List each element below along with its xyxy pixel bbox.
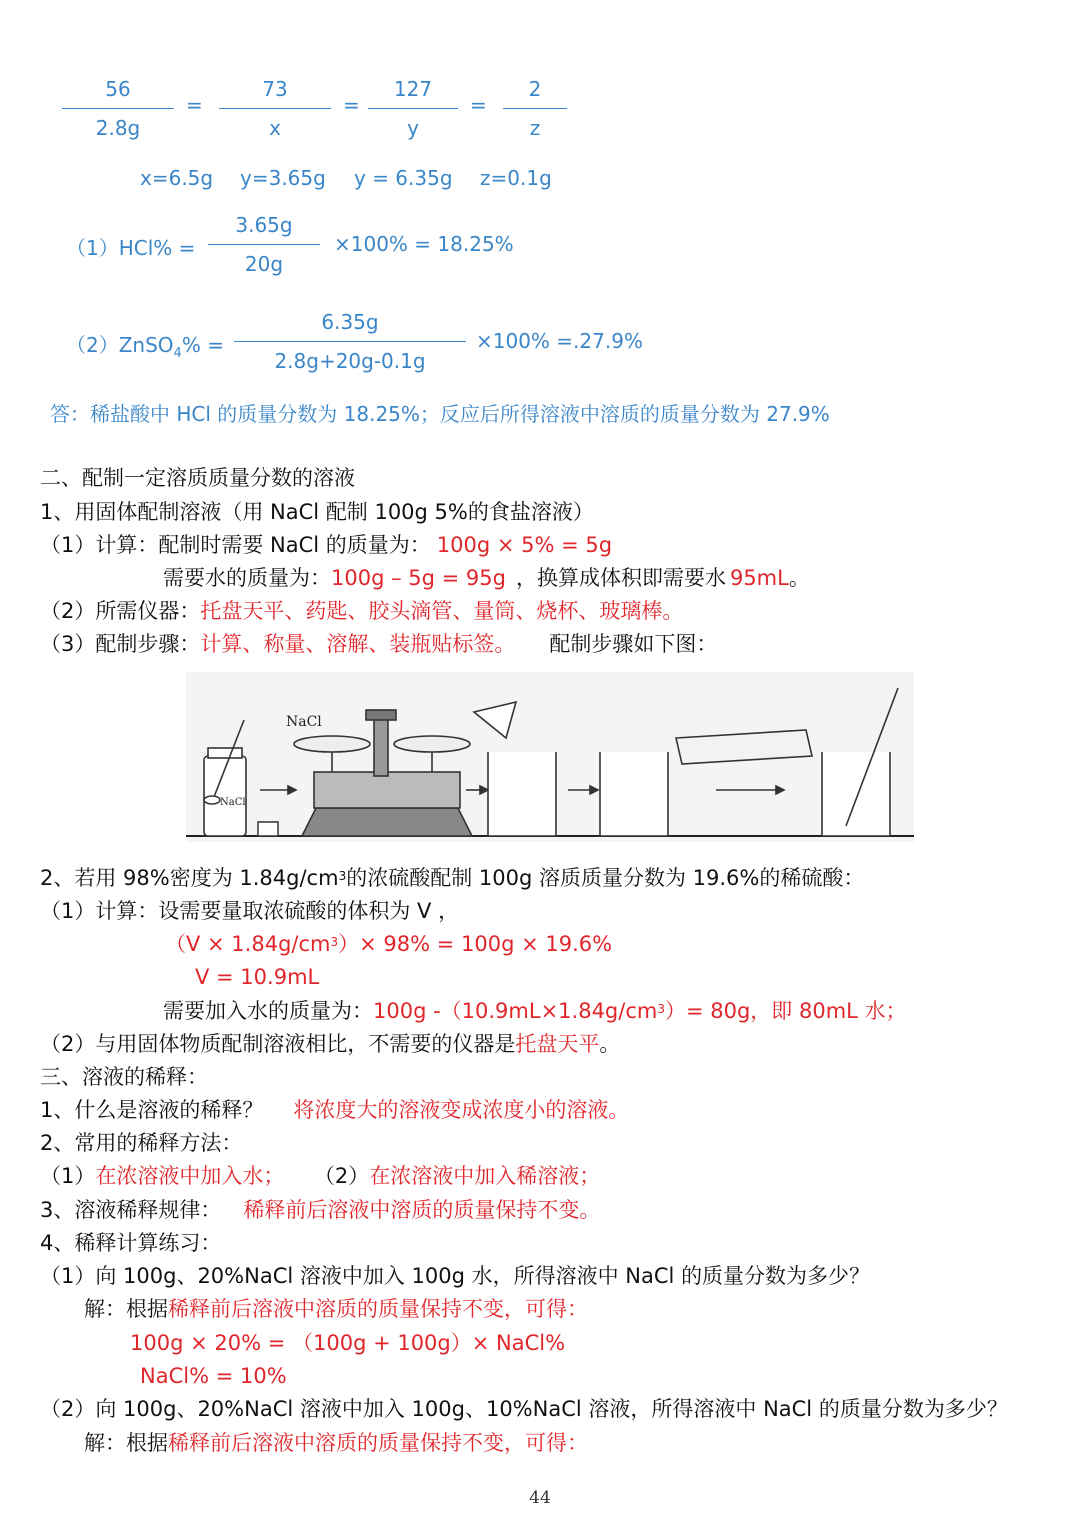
solution2	[84, 1428, 588, 1458]
solution-label: 解：根据	[84, 1297, 168, 1321]
result-x: x=6.5g	[140, 166, 214, 190]
item2-eq2: V = 10.9mL	[195, 965, 320, 989]
solution2-value: 稀释前后溶液中溶质的质量保持不变，可得：	[168, 1431, 588, 1455]
balance-nacl-label: NaCl	[286, 714, 322, 730]
water-ml: 95mL	[729, 566, 789, 590]
fraction-num: 6.35g	[321, 310, 379, 334]
water2-b: ）= 80g，即 80mL 水；	[664, 999, 907, 1023]
fraction-den: x	[269, 116, 281, 140]
fraction-den: 2.8g	[95, 116, 141, 140]
m1-label: （1）	[40, 1164, 96, 1188]
compare-end: 。	[599, 1032, 621, 1056]
znso4-label-main: （2）ZnSO	[66, 333, 174, 357]
water-label: 需要水的质量为：	[163, 566, 331, 590]
znso4-subscript: 4	[173, 346, 182, 361]
result-y2: y = 6.35g	[354, 166, 453, 190]
q2-line: 2、常用的稀释方法：	[40, 1131, 243, 1155]
methods-line	[40, 1161, 600, 1191]
eq1-b: ）× 98% = 100g × 19.6%	[338, 932, 613, 956]
fraction-num: 73	[262, 77, 288, 101]
solution2-label: 解：根据	[84, 1431, 168, 1455]
item2-sup: 3	[338, 869, 347, 883]
znso4-result: ×100% =.27.9%	[476, 329, 643, 353]
solution1	[84, 1294, 588, 1324]
m2-label: （2）	[324, 1164, 370, 1188]
steps-value: 计算、称量、溶解、装瓶贴标签。	[200, 632, 516, 656]
fraction-den: y	[407, 116, 419, 140]
procedure-illustration	[186, 672, 914, 842]
fraction-den: z	[529, 116, 541, 140]
m1-value: 在浓溶液中加入水；	[95, 1164, 285, 1188]
item2-eq1	[165, 929, 612, 959]
equals-sign: =	[343, 93, 360, 117]
water-mid: ，换算成体积即需要水	[515, 566, 726, 590]
water-value: 100g – 5g = 95g	[331, 566, 506, 590]
fraction-2	[219, 74, 331, 143]
result-y1: y=3.65g	[240, 166, 326, 190]
problem2: （2）向 100g、20%NaCl 溶液中加入 100g、10%NaCl 溶液，所得溶液中 NaCl 的质量分数为多少？	[40, 1397, 1008, 1421]
water2-a: 100g -（10.9mL×1.84g/cm	[373, 999, 658, 1023]
fraction-num: 3.65g	[235, 213, 293, 237]
q1-value: 将浓度大的溶液变成浓度小的溶液。	[293, 1098, 630, 1122]
eq1-sup: 3	[330, 935, 339, 949]
fraction-num: 56	[105, 77, 131, 101]
eq1-a: （V × 1.84g/cm	[165, 932, 331, 956]
znso4-label-tail: % =	[181, 333, 224, 357]
instruments-value: 托盘天平、药匙、胶头滴管、量筒、烧杯、玻璃棒。	[200, 599, 684, 623]
hcl-label: （1）HCl% =	[66, 236, 196, 260]
weight-block	[258, 822, 278, 836]
calc-line	[40, 530, 612, 560]
calc-label: （1）计算：配制时需要 NaCl 的质量为：	[40, 533, 431, 557]
water2-label: 需要加入水的质量为：	[163, 999, 373, 1023]
q3-value: 稀释前后溶液中溶质的质量保持不变。	[243, 1198, 601, 1222]
water-end: 。	[788, 566, 810, 590]
znso4-label	[66, 329, 224, 361]
section2-item2	[40, 863, 864, 893]
problem1: （1）向 100g、20%NaCl 溶液中加入 100g 水，所得溶液中 NaCl 的质量分数为多少？	[40, 1264, 871, 1288]
item2-text-b: 的浓硫酸配制 100g 溶质质量分数为 19.6%的稀硫酸：	[346, 866, 865, 890]
m2-value: 在浓溶液中加入稀溶液；	[369, 1164, 601, 1188]
q1-label: 1、什么是溶液的稀释？	[40, 1098, 264, 1122]
hcl-fraction	[208, 210, 320, 279]
compare-label: （2）与用固体物质配制溶液相比，不需要的仪器是	[40, 1032, 516, 1056]
steps-label: （3）配制步骤：	[40, 632, 201, 656]
beaker-icon	[600, 752, 668, 836]
fraction-num: 127	[393, 77, 433, 101]
page-number: 44	[529, 1488, 551, 1508]
instruments-label: （2）所需仪器：	[40, 599, 201, 623]
equals-sign: =	[186, 93, 203, 117]
hcl-result: ×100% = 18.25%	[334, 232, 514, 256]
steps-line	[40, 629, 717, 659]
p1-eq1: 100g × 20% = （100g + 100g）× NaCl%	[130, 1331, 566, 1355]
q1-line	[40, 1095, 629, 1125]
fraction-den: 20g	[244, 252, 284, 276]
jar-label: NaCl	[220, 797, 246, 808]
q3-line	[40, 1195, 600, 1225]
answer-line: 答：稀盐酸中 HCl 的质量分数为 18.25%；反应后所得溶液中溶质的质量分数为 27.9%	[50, 402, 830, 426]
item2-text-a: 2、若用 98%密度为 1.84g/cm	[40, 866, 339, 890]
section3-title: 三、溶液的稀释：	[40, 1065, 208, 1089]
section2-item1: 1、用固体配制溶液（用 NaCl 配制 100g 5%的食盐溶液）	[40, 500, 594, 524]
instruments-line	[40, 596, 683, 626]
q4-line: 4、稀释计算练习：	[40, 1231, 222, 1255]
fraction-3	[368, 74, 458, 143]
steps-tail: 配制步骤如下图：	[549, 632, 718, 656]
fraction-4	[503, 74, 567, 143]
item2-calc: （1）计算：设需要量取浓硫酸的体积为 V ，	[40, 899, 460, 923]
fraction-1	[62, 74, 174, 143]
fraction-den: 2.8g+20g-0.1g	[274, 349, 426, 373]
fraction-num: 2	[528, 77, 542, 101]
section2-title: 二、配制一定溶质质量分数的溶液	[40, 466, 355, 490]
znso4-fraction	[234, 307, 466, 376]
water2-sup: 3	[657, 1002, 665, 1016]
item2-compare	[40, 1029, 620, 1059]
q3-label: 3、溶液稀释规律：	[40, 1198, 222, 1222]
p1-eq2: NaCl% = 10%	[140, 1364, 287, 1388]
item2-water	[163, 996, 907, 1026]
equals-sign: =	[470, 93, 487, 117]
water-line	[163, 563, 810, 593]
solution-value: 稀释前后溶液中溶质的质量保持不变，可得：	[168, 1297, 588, 1321]
result-z: z=0.1g	[480, 166, 552, 190]
compare-value: 托盘天平	[515, 1032, 600, 1056]
calc-value: 100g × 5% = 5g	[436, 533, 613, 557]
procedure-figure	[186, 672, 914, 842]
